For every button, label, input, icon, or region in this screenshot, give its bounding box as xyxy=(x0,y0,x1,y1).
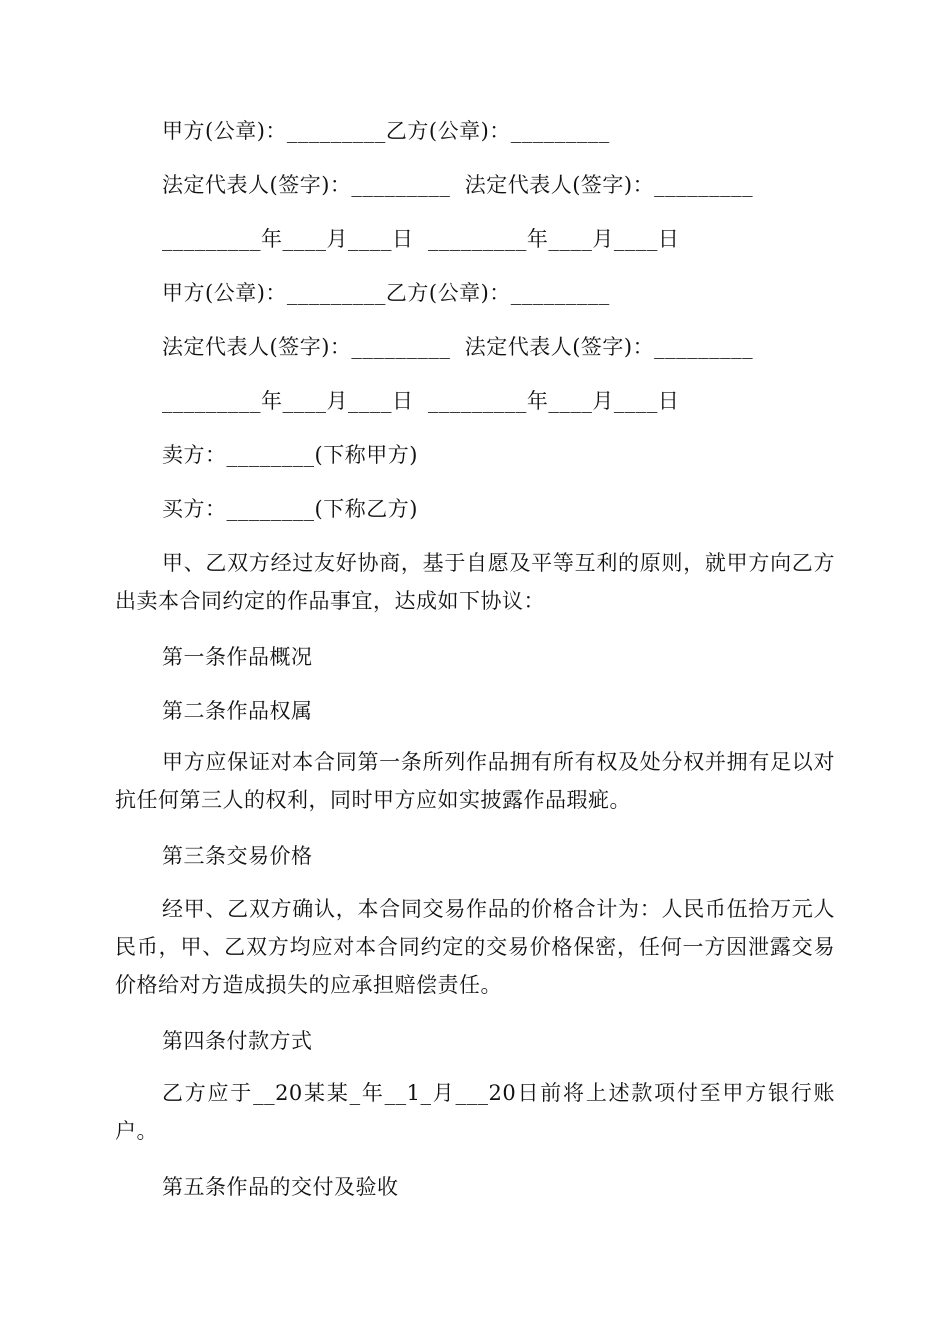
buyer-line: 买方：________(下称乙方) xyxy=(162,497,418,521)
signature-seal-line: 甲方(公章)：_________乙方(公章)：_________ xyxy=(162,281,610,305)
article-3-heading: 第三条交易价格 xyxy=(162,844,313,868)
article-5-heading: 第五条作品的交付及验收 xyxy=(162,1175,399,1199)
article-1-heading: 第一条作品概况 xyxy=(162,645,313,669)
intro-paragraph: 甲、乙双方经过友好协商，基于自愿及平等互利的原则，就甲方向乙方出卖本合同约定的作品事宜，达成如下协议： xyxy=(115,551,835,613)
article-2-heading: 第二条作品权属 xyxy=(162,699,313,723)
signature-date-line: _________年____月____日 _________年____月____日 xyxy=(162,389,680,413)
article-3-paragraph: 经甲、乙双方确认，本合同交易作品的价格合计为：人民币伍拾万元人民币，甲、乙双方均应对本合同约定的交易价格保密，任何一方因泄露交易价格给对方造成损失的应承担赔偿责任。 xyxy=(115,897,835,997)
signature-representative-line: 法定代表人(签字)：_________ 法定代表人(签字)：_________ xyxy=(162,335,754,359)
signature-date-line: _________年____月____日 _________年____月____日 xyxy=(162,227,680,251)
article-2-paragraph: 甲方应保证对本合同第一条所列作品拥有所有权及处分权并拥有足以对抗任何第三人的权利，同时甲方应如实披露作品瑕疵。 xyxy=(115,750,835,812)
article-4-paragraph: 乙方应于__20某某_年__1_月___20日前将上述款项付至甲方银行账户。 xyxy=(115,1081,835,1143)
article-4-heading: 第四条付款方式 xyxy=(162,1029,313,1053)
signature-seal-line: 甲方(公章)：_________乙方(公章)：_________ xyxy=(162,119,610,143)
signature-representative-line: 法定代表人(签字)：_________ 法定代表人(签字)：_________ xyxy=(162,173,754,197)
seller-line: 卖方：________(下称甲方) xyxy=(162,443,418,467)
